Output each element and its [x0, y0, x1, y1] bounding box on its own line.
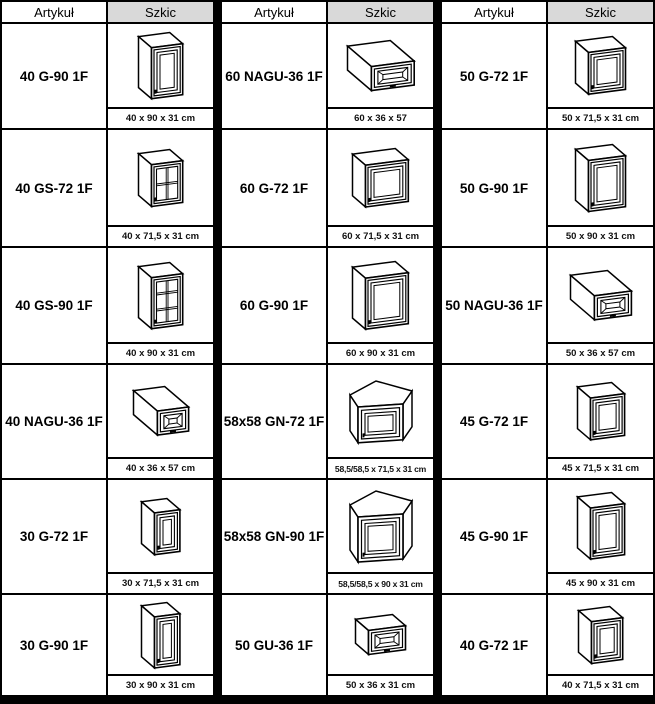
header-szkic-2: Szkic: [328, 2, 433, 22]
cabinet-sketch-single-door: [548, 365, 653, 457]
cabinet-sketch-single-door: [108, 595, 213, 674]
product-code: 40 GS-72 1F: [2, 130, 106, 246]
cabinet-sketch-single-door: [328, 130, 433, 225]
product-sketch-cell: [108, 24, 213, 128]
product-code: 45 G-72 1F: [442, 365, 546, 478]
product-sketch-cell: [108, 365, 213, 478]
product-dimensions: 60 x 36 x 57: [328, 107, 433, 128]
cabinet-sketch-single-door: [108, 24, 213, 107]
product-dimensions: 58,5/58,5 x 71,5 x 31 cm: [328, 457, 433, 478]
cabinet-sketch-flip-up: [108, 365, 213, 457]
product-code: 40 NAGU-36 1F: [2, 365, 106, 478]
product-code: 60 G-90 1F: [222, 248, 326, 363]
product-dimensions: 40 x 71,5 x 31 cm: [548, 674, 653, 695]
product-dimensions: 45 x 71,5 x 31 cm: [548, 457, 653, 478]
product-code: 58x58 GN-72 1F: [222, 365, 326, 478]
product-sketch-cell: [548, 365, 653, 478]
header-szkic-1: Szkic: [108, 2, 213, 22]
product-sketch-cell: [108, 248, 213, 363]
product-sketch-cell: [328, 130, 433, 246]
cabinet-sketch-flip-up: [328, 24, 433, 107]
product-code: 50 G-90 1F: [442, 130, 546, 246]
product-dimensions: 50 x 71,5 x 31 cm: [548, 107, 653, 128]
product-sketch-cell: [328, 480, 433, 593]
product-dimensions: 40 x 90 x 31 cm: [108, 342, 213, 363]
product-code: 60 NAGU-36 1F: [222, 24, 326, 128]
product-dimensions: 45 x 90 x 31 cm: [548, 572, 653, 593]
product-dimensions: 60 x 71,5 x 31 cm: [328, 225, 433, 246]
product-dimensions: 50 x 90 x 31 cm: [548, 225, 653, 246]
product-code: 40 GS-90 1F: [2, 248, 106, 363]
product-sketch-cell: [108, 480, 213, 593]
product-code: 50 GU-36 1F: [222, 595, 326, 695]
cabinet-sketch-single-door: [548, 480, 653, 572]
product-sketch-cell: [328, 595, 433, 695]
product-dimensions: 30 x 71,5 x 31 cm: [108, 572, 213, 593]
product-sketch-cell: [548, 595, 653, 695]
product-dimensions: 50 x 36 x 31 cm: [328, 674, 433, 695]
header-artykul-1: Artykuł: [2, 2, 106, 22]
product-code: 30 G-90 1F: [2, 595, 106, 695]
product-sketch-cell: [548, 130, 653, 246]
product-code: 40 G-90 1F: [2, 24, 106, 128]
product-code: 50 NAGU-36 1F: [442, 248, 546, 363]
cabinet-sketch-glass-door-4: [108, 130, 213, 225]
product-dimensions: 40 x 90 x 31 cm: [108, 107, 213, 128]
product-code: 60 G-72 1F: [222, 130, 326, 246]
cabinet-sketch-single-door: [328, 248, 433, 342]
product-sketch-cell: [328, 24, 433, 128]
cabinet-sketch-flip-up: [548, 248, 653, 342]
header-artykul-2: Artykuł: [222, 2, 326, 22]
header-artykul-3: Artykuł: [442, 2, 546, 22]
product-sketch-cell: [548, 24, 653, 128]
product-code: 45 G-90 1F: [442, 480, 546, 593]
product-sketch-cell: [108, 595, 213, 695]
product-code: 30 G-72 1F: [2, 480, 106, 593]
cabinet-sketch-flip-up: [328, 595, 433, 674]
product-sketch-cell: [328, 365, 433, 478]
cabinet-sketch-corner-door: [328, 365, 433, 457]
product-dimensions: 40 x 36 x 57 cm: [108, 457, 213, 478]
product-code: 40 G-72 1F: [442, 595, 546, 695]
product-code: 58x58 GN-90 1F: [222, 480, 326, 593]
product-dimensions: 58,5/58,5 x 90 x 31 cm: [328, 572, 433, 593]
cabinet-sketch-corner-door: [328, 480, 433, 572]
product-sketch-cell: [328, 248, 433, 363]
product-sketch-cell: [108, 130, 213, 246]
product-dimensions: 40 x 71,5 x 31 cm: [108, 225, 213, 246]
cabinet-sketch-single-door: [548, 24, 653, 107]
product-sketch-cell: [548, 480, 653, 593]
cabinet-sketch-single-door: [108, 480, 213, 572]
product-dimensions: 50 x 36 x 57 cm: [548, 342, 653, 363]
product-sketch-cell: [548, 248, 653, 363]
product-dimensions: 30 x 90 x 31 cm: [108, 674, 213, 695]
cabinet-sketch-single-door: [548, 595, 653, 674]
cabinet-sketch-glass-door-6: [108, 248, 213, 342]
product-code: 50 G-72 1F: [442, 24, 546, 128]
header-szkic-3: Szkic: [548, 2, 653, 22]
product-dimensions: 60 x 90 x 31 cm: [328, 342, 433, 363]
cabinet-sketch-single-door: [548, 130, 653, 225]
